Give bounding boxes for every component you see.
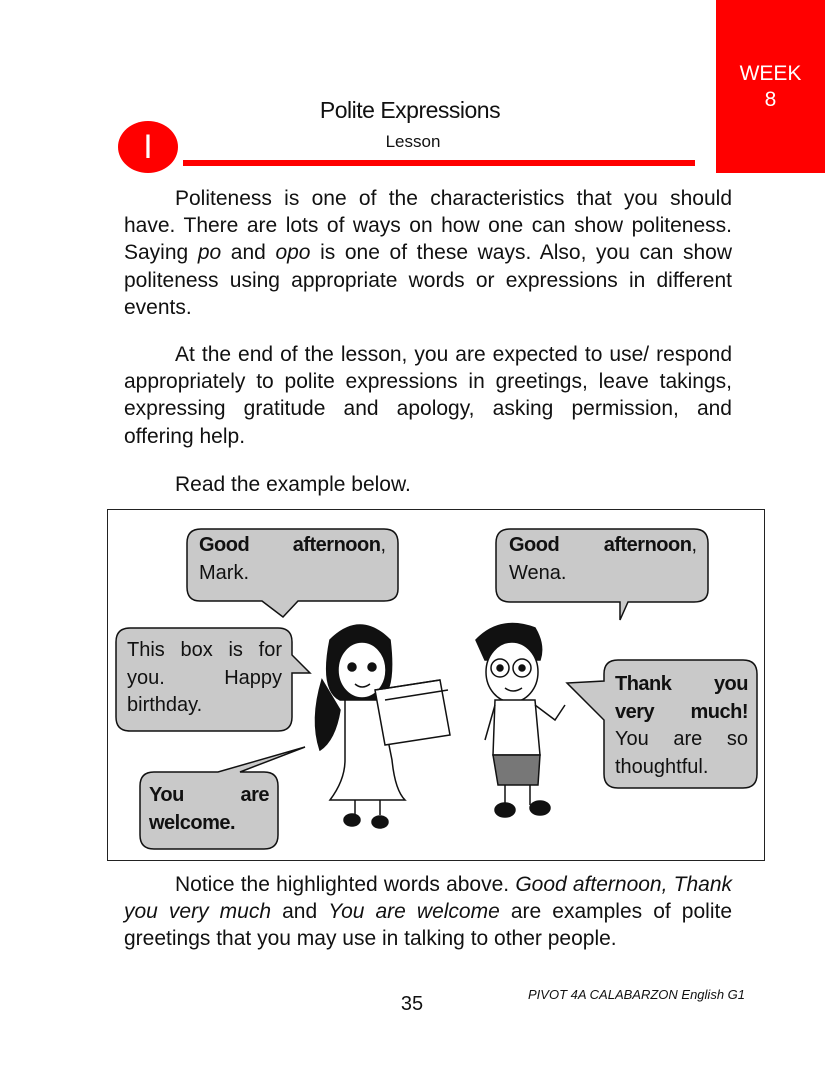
bubble-text-greeting-wena: [509, 532, 697, 587]
text: You are so thoughtful.: [615, 728, 748, 778]
week-label: WEEK: [739, 62, 802, 85]
page-title: Polite Expressions: [319, 97, 501, 123]
text: This box is for you. Happy birthday.: [127, 639, 282, 716]
footer-credit: PIVOT 4A CALABARZON English G1: [528, 987, 745, 1002]
text: and: [271, 900, 329, 924]
text: is one of these ways. Also, you can show politeness using appropriate words or expressions in different events.: [124, 241, 733, 319]
girl-figure: [315, 625, 450, 828]
week-number: 8: [764, 88, 777, 111]
emphasis: Good afternoon, Thank you very much: [124, 873, 732, 924]
boy-figure: [476, 624, 565, 817]
text: are examples of polite greetings that you may use in talking to other people.: [124, 900, 732, 951]
section-badge: I: [118, 121, 178, 173]
bubble-text-thanks: [615, 671, 748, 781]
bubble-text-welcome: [149, 782, 269, 837]
highlighted-expression: Thank you very much!: [615, 673, 748, 723]
emphasis: You are welcome: [328, 900, 500, 924]
paragraph-objectives: At the end of the lesson, you are expected to use/ respond appropriately to polite expressions in greetings, leave takings, expressing gratitude and apology, asking permission, and offering help.: [124, 343, 732, 448]
text: , Mark.: [199, 534, 386, 584]
paragraph-instruction: Read the example below.: [175, 473, 411, 496]
text: Politeness is one of the characteristics that you should have. There are lots of ways on how one can show politeness. Saying: [124, 187, 732, 265]
text: and: [221, 241, 276, 265]
highlighted-expression: Good afternoon: [509, 534, 692, 556]
highlighted-expression: You are welcome.: [149, 784, 269, 834]
bubble-text-greeting-mark: [199, 532, 386, 587]
text: Notice the highlighted words above.: [175, 873, 516, 896]
highlighted-expression: Good afternoon: [199, 534, 381, 556]
page-subtitle: Lesson: [385, 132, 441, 151]
page-number: 35: [400, 993, 424, 1015]
emphasis: opo: [275, 241, 311, 265]
emphasis: po: [197, 241, 222, 265]
text: , Wena.: [509, 534, 697, 584]
paragraph-summary: [124, 871, 732, 953]
bubble-text-gift: [127, 637, 282, 720]
